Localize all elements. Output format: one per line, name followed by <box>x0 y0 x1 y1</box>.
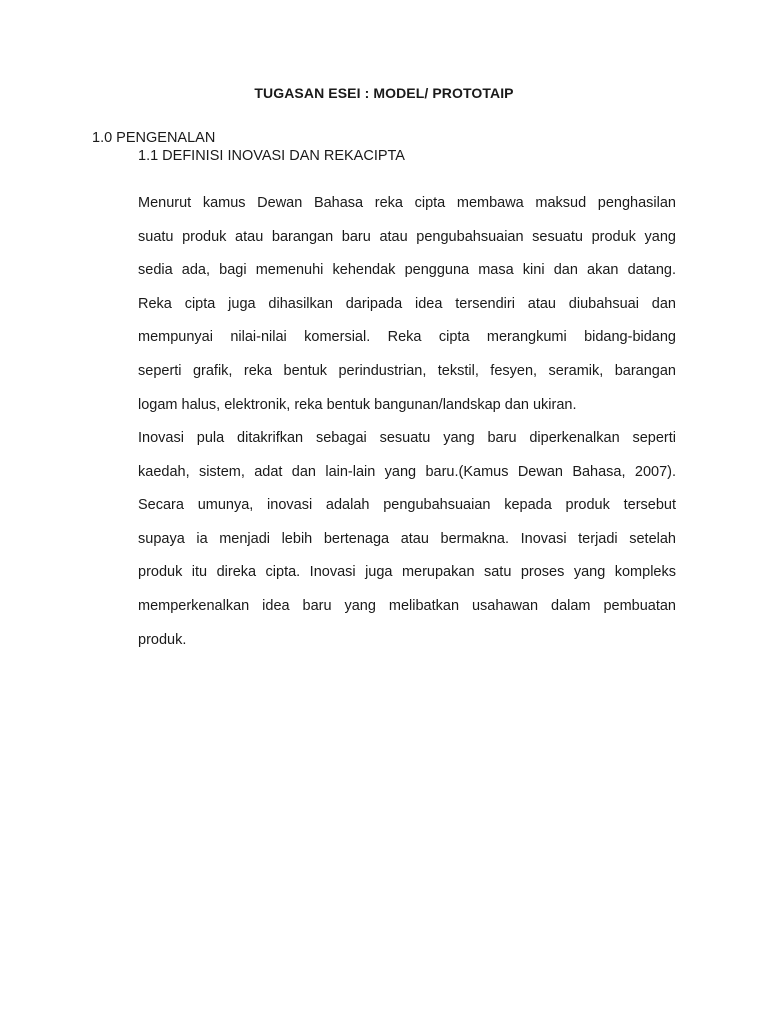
paragraph-line: Reka cipta juga dihasilkan daripada idea tersendiri atau diubahsuai dan <box>138 295 676 312</box>
paragraph-line: produk. <box>138 631 187 648</box>
paragraph-line: memperkenalkan idea baru yang melibatkan usahawan dalam pembuatan <box>138 597 676 614</box>
paragraph-line: seperti grafik, reka bentuk perindustrian, tekstil, fesyen, seramik, barangan <box>138 362 676 379</box>
paragraph-line: logam halus, elektronik, reka bentuk bangunan/landskap dan ukiran. <box>138 396 577 413</box>
paragraph-line: sedia ada, bagi memenuhi kehendak pengguna masa kini dan akan datang. <box>138 262 676 279</box>
paragraph-line: Menurut kamus Dewan Bahasa reka cipta membawa maksud penghasilan <box>138 195 676 211</box>
paragraph-line: kaedah, sistem, adat dan lain-lain yang baru.(Kamus Dewan Bahasa, 2007). <box>138 463 676 480</box>
paragraph-line: suatu produk atau barangan baru atau pengubahsuaian sesuatu produk yang <box>138 228 676 245</box>
paragraph-line: produk itu direka cipta. Inovasi juga merupakan satu proses yang kompleks <box>138 564 676 581</box>
paragraph-inovasi <box>138 429 676 664</box>
paragraph-line: Inovasi pula ditakrifkan sebagai sesuatu yang baru diperkenalkan seperti <box>138 430 676 446</box>
paragraph-line: supaya ia menjadi lebih bertenaga atau bermakna. Inovasi terjadi setelah <box>138 530 676 547</box>
subsection-heading: 1.1 DEFINISI INOVASI DAN REKACIPTA <box>138 148 405 164</box>
paragraph-line: mempunyai nilai-nilai komersial. Reka cipta merangkumi bidang-bidang <box>138 329 676 346</box>
document-title: TUGASAN ESEI : MODEL/ PROTOTAIP <box>254 85 514 101</box>
paragraph-line: Secara umunya, inovasi adalah pengubahsuaian kepada produk tersebut <box>138 497 676 514</box>
section-heading: 1.0 PENGENALAN <box>92 130 216 146</box>
paragraph-reka-cipta <box>138 194 676 429</box>
